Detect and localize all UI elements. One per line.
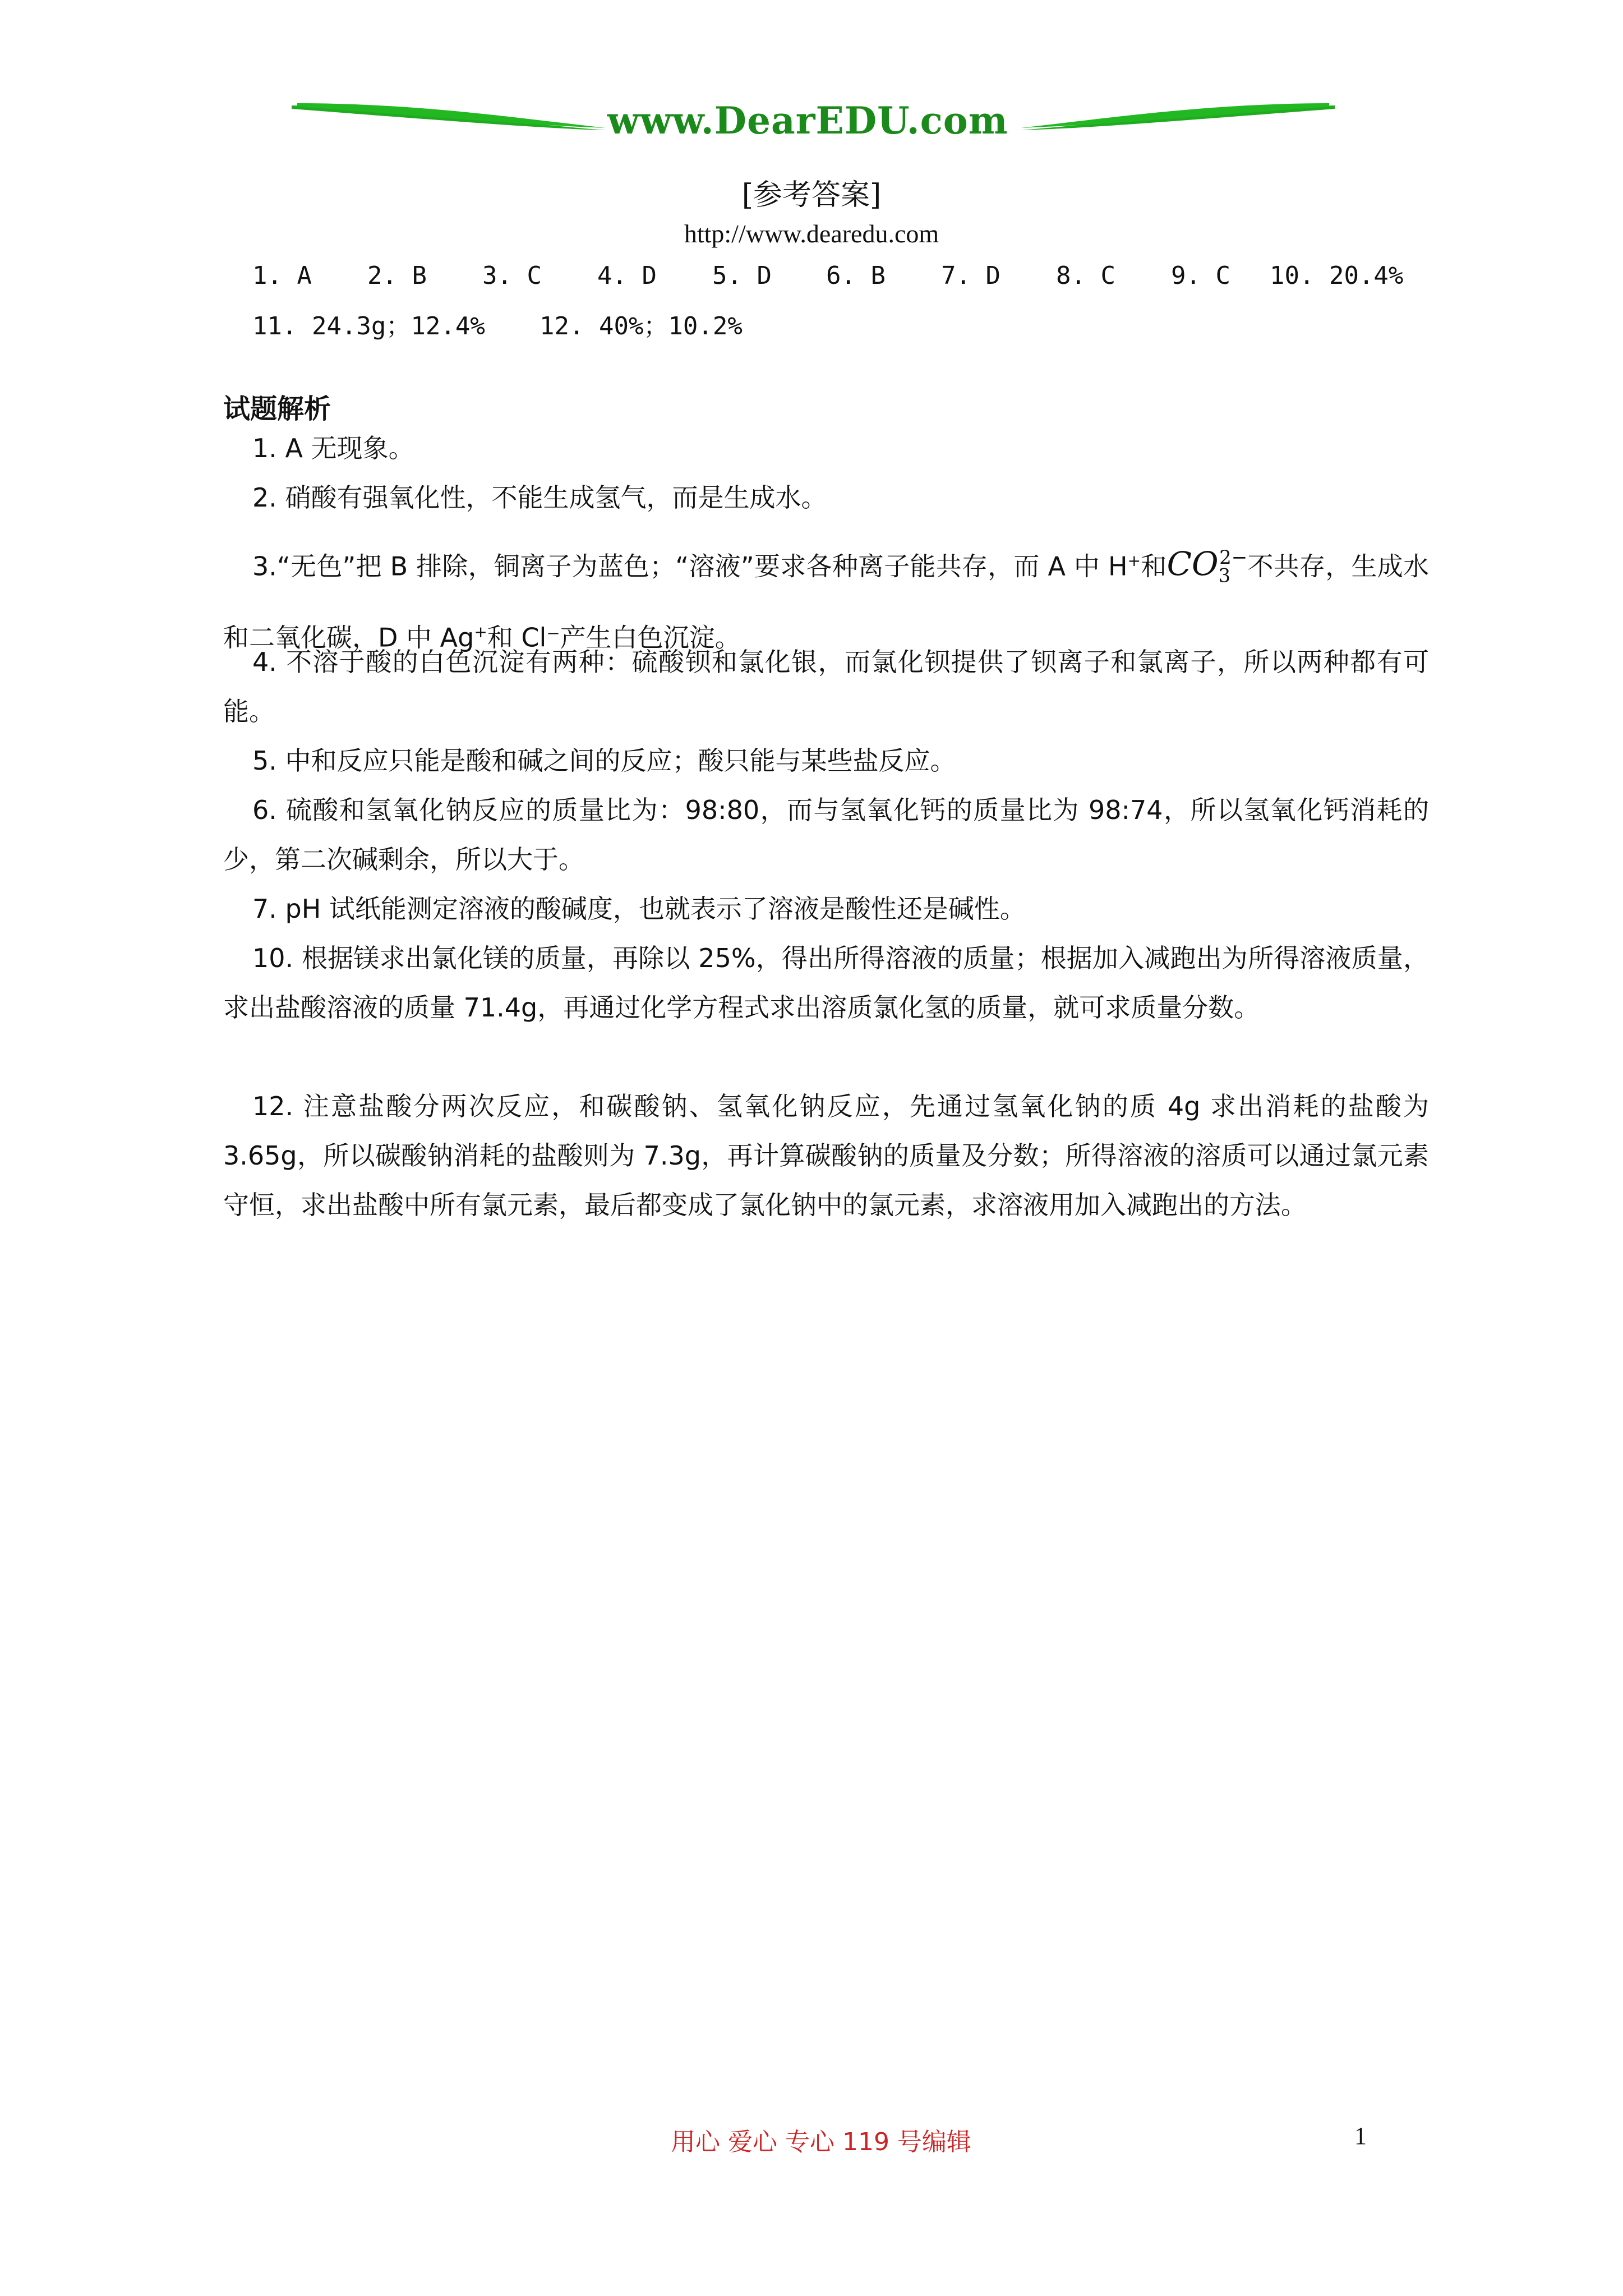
ag-plus-charge: + <box>474 622 487 641</box>
answer-item: 1. A <box>252 261 312 290</box>
analysis-heading: 试题解析 <box>223 393 331 425</box>
analysis-text: 10. 根据镁求出氯化镁的质量，再除以 25%，得出所得溶液的质量；根据加入减跑出为所得溶液质量，求出盐酸溶液的质量 71.4g，再通过化学方程式求出溶质氯化氢的质量，就可求质量分数。 <box>223 943 1429 1023</box>
analysis-item-1 <box>223 424 1429 473</box>
analysis-text: 和 Cl⁻产生白色沉淀。 <box>487 622 741 653</box>
answer-item: 11. 24.3g；12.4% <box>252 312 485 341</box>
answer-item: 7. D <box>941 261 1000 290</box>
page-number: 1 <box>1354 2122 1367 2150</box>
analysis-item-2 <box>223 473 1429 522</box>
left-swoosh-thick <box>297 103 606 128</box>
analysis-text: 2. 硝酸有强氧化性，不能生成氢气，而是生成水。 <box>252 482 827 513</box>
answer-item: 10. 20.4% <box>1270 261 1404 290</box>
formula-subscript: 3 <box>1218 564 1231 587</box>
analysis-text: 12. 注意盐酸分两次反应，和碳酸钠、氢氧化钠反应，先通过氢氧化钠的质 4g 求出消耗的盐酸为 3.65g，所以碳酸钠消耗的盐酸则为 7.3g，再计算碳酸钠的质量及分数；所得溶液的溶质可以通过氯元素守恒，求出盐酸中所有氯元素，最后都变成了氯化钠中的氯元素，求溶液用加入减跑出的方法。 <box>223 1091 1437 1220</box>
analysis-text: 7. pH 试纸能测定溶液的酸碱度，也就表示了溶液是酸性还是碱性。 <box>252 894 1026 924</box>
formula-charge: 2− <box>1219 546 1248 569</box>
answer-item: 3. C <box>482 261 542 290</box>
analysis-text: 5. 中和反应只能是酸和碱之间的反应；酸只能与某些盐反应。 <box>252 746 956 776</box>
analysis-text: 4. 不溶于酸的白色沉淀有两种：硫酸钡和氯化银，而氯化钡提供了钡离子和氯离子，所以两种都有可能。 <box>223 647 1429 726</box>
analysis-item-12 <box>223 1082 1437 1230</box>
right-swoosh-thick <box>1021 103 1329 128</box>
answer-item: 5. D <box>712 261 772 290</box>
site-logo-text: www.DearEDU.com <box>607 99 1008 142</box>
answer-row-1 <box>252 261 1403 290</box>
answer-item: 8. C <box>1056 261 1115 290</box>
analysis-text: 3.“无色”把 B 排除，铜离子为蓝色；“溶液”要求各种离子能共存，而 A 中 H <box>252 551 1128 582</box>
answer-item: 2. B <box>367 261 427 290</box>
page-title: [参考答案] <box>741 178 882 212</box>
analysis-text: 1. A 无现象。 <box>252 433 414 463</box>
analysis-text: 不共存，生成水和二氧化碳，D 中 Ag <box>223 551 1429 653</box>
analysis-item-10 <box>223 933 1429 1032</box>
analysis-item-4 <box>223 637 1429 736</box>
analysis-item-7 <box>223 884 1429 933</box>
formula-base: CO <box>1166 545 1219 583</box>
answer-item: 9. C <box>1171 261 1230 290</box>
footer-credit: 用心 爱心 专心 119 号编辑 <box>671 2128 971 2156</box>
source-url: http://www.dearedu.com <box>684 219 939 248</box>
h-plus-charge: + <box>1127 551 1141 570</box>
answer-row-2 <box>252 306 743 342</box>
answer-item: 4. D <box>597 261 657 290</box>
analysis-item-5 <box>223 736 1429 785</box>
answer-item: 6. B <box>826 261 886 290</box>
carbonate-formula <box>1166 545 1248 587</box>
answer-item: 12. 40%；10.2% <box>540 312 743 341</box>
analysis-text: 和 <box>1141 551 1167 582</box>
analysis-text: 6. 硫酸和氢氧化钠反应的质量比为：98:80，而与氢氧化钙的质量比为 98:74，所以氢氧化钙消耗的少，第二次碱剩余，所以大于。 <box>223 795 1429 875</box>
analysis-item-6 <box>223 785 1429 884</box>
